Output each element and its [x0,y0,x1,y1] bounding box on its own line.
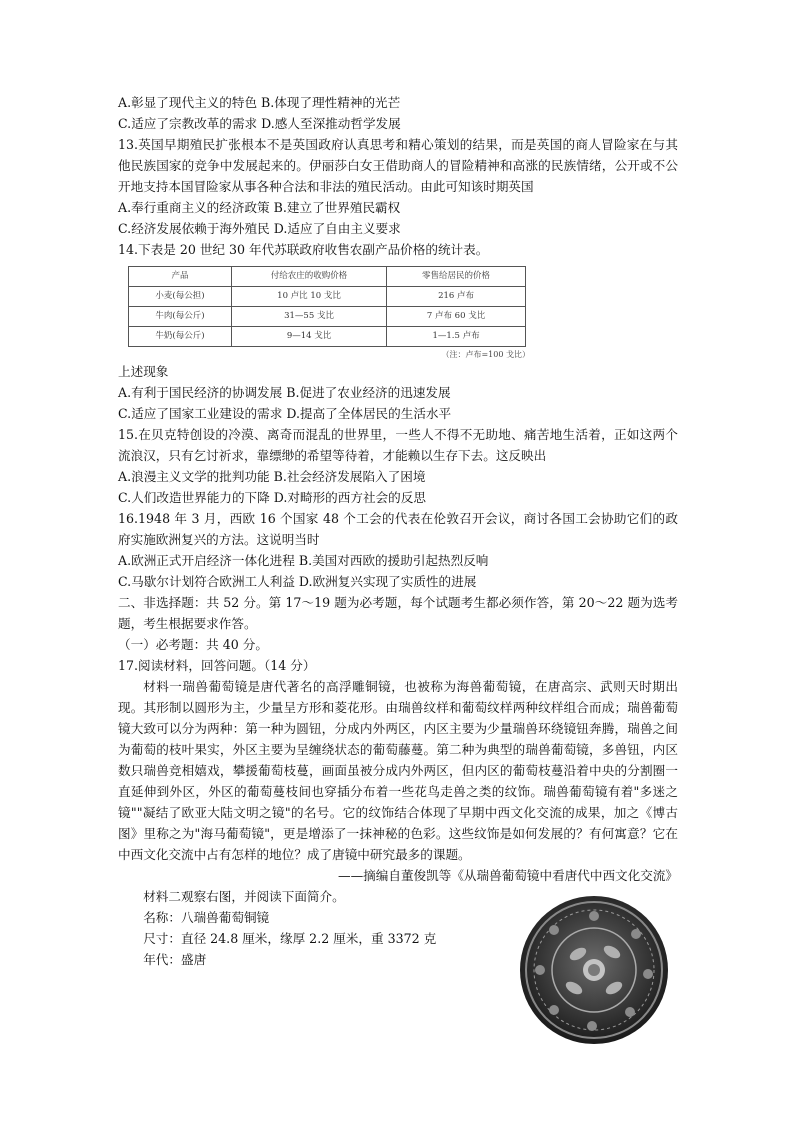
table-cell: 9—14 戈比 [232,327,387,347]
table-row [129,287,526,307]
q13-options-line1: A.奉行重商主义的经济政策 B.建立了世界殖民霸权 [118,200,401,215]
q12-options-line1: A.彰显了现代主义的特色 B.体现了理性精神的光芒 [118,95,401,110]
q14-stem: 14.下表是 20 世纪 30 年代苏联政府收售农副产品价格的统计表。 [118,242,489,257]
price-table [128,266,526,347]
q16-options-line2: C.马歇尔计划符合欧洲工人利益 D.欧洲复兴实现了实质性的进展 [118,574,477,589]
table-cell: 牛奶(每公斤) [129,327,232,347]
table-row [129,307,526,327]
q14-options-line2: C.适应了国家工业建设的需求 D.提高了全体居民的生活水平 [118,406,452,421]
table-cell: 1—1.5 卢布 [387,327,526,347]
table-cell: 7 卢布 60 戈比 [387,307,526,327]
q16-options-line1: A.欧洲正式开启经济一体化进程 B.美国对西欧的援助引起热烈反响 [118,553,489,568]
table-note: （注：卢布=100 戈比） [441,350,530,359]
q13-stem: 13.英国早期殖民扩张根本不是英国政府认真思考和精心策划的结果，而是英国的商人冒险家在与其他民族国家的竞争中发展起来的。伊丽莎白女王借助商人的冒险精神和高涨的民族情绪，公开或不公开地支持本国冒险家从事各种合法和非法的殖民活动。由此可知该时期英国 [118,137,678,194]
section2-heading: 二、非选择题：共 52 分。第 17～19 题为必考题，每个试题考生都必须作答，第 20～22 题为选考题，考生根据要求作答。 [118,595,678,631]
table-cell: 牛肉(每公斤) [129,307,232,327]
material2-block [118,886,678,1036]
q13-options-line2: C.经济发展依赖于海外殖民 D.适应了自由主义要求 [118,221,401,236]
table-header: 产品 [129,267,232,287]
table-header: 付给农庄的收购价格 [232,267,387,287]
q15-options-line2: C.人们改造世界能力的下降 D.对畸形的西方社会的反思 [118,490,426,505]
q14-lead: 上述现象 [118,364,169,379]
table-cell: 10 卢比 10 戈比 [232,287,387,307]
material2-intro: 材料二观察右图，并阅读下面简介。 [143,889,345,904]
q15-options-line1: A.浪漫主义文学的批判功能 B.社会经济发展陷入了困境 [118,469,426,484]
q14-options-line1: A.有利于国民经济的协调发展 B.促进了农业经济的迅速发展 [118,385,451,400]
q16-stem: 16.1948 年 3 月，西欧 16 个国家 48 个工会的代表在伦敦召开会议，商讨各国工会协助它们的政府实施欧洲复兴的方法。这说明当时 [118,511,678,547]
table-header-row [129,267,526,287]
q17-stem: 17.阅读材料，回答问题。（14 分） [118,658,316,673]
table-cell: 216 卢布 [387,287,526,307]
q12-options-line2: C.适应了宗教改革的需求 D.感人至深推动哲学发展 [118,116,401,131]
table-row [129,327,526,347]
exam-page [118,92,678,1036]
bronze-mirror-photo-icon [518,894,670,1046]
table-cell: 31—55 戈比 [232,307,387,327]
mirror-name: 名称：八瑞兽葡萄铜镜 [143,910,270,925]
q15-stem: 15.在贝克特创设的冷漠、离奇而混乱的世界里，一些人不得不无助地、痛苦地生活着，正如这两个流浪汉，只有乞讨祈求，靠缥缈的希望等待着，才能赖以生存下去。这反映出 [118,427,678,463]
q17-material1: 材料一瑞兽葡萄镜是唐代著名的高浮雕铜镜，也被称为海兽葡萄镜，在唐高宗、武则天时期出现。其形制以圆形为主，少量呈方形和菱花形。由瑞兽纹样和葡萄纹样两种纹样组合而成；瑞兽葡萄镜大致可以分为两种：第一种为圆钮，分成内外两区，内区主要为少量瑞兽环绕镜钮奔腾，瑞兽之间为葡萄的枝叶果实，外区主要为呈缠绕状态的葡萄藤蔓。第二种为典型的瑞兽葡萄镜，多兽钮，内区数只瑞兽竞相嬉戏，攀援葡萄枝蔓，画面虽被分成内外两区，但内区的葡萄枝蔓沿着中央的分割圈一直延伸到外区，外区的葡萄蔓枝间也穿插分布着一些花鸟走兽之类的纹饰。瑞兽葡萄镜有着"多迷之镜""凝结了欧亚大陆文明之镜"的名号。它的纹饰结合体现了早期中西文化交流的成果，加之《博古图》里称之为"海马葡萄镜"，更是增添了一抹神秘的色彩。这些纹饰是如何发展的？有何寓意？它在中西文化交流中占有怎样的地位？成了唐镜中研究最多的课题。 [118,679,678,862]
q17-source: ——摘编自董俊凯等《从瑞兽葡萄镜中看唐代中西文化交流》 [337,868,678,883]
table-header: 零售给居民的价格 [387,267,526,287]
section2-required: （一）必考题：共 40 分。 [118,637,268,652]
mirror-era: 年代：盛唐 [143,952,207,967]
table-cell: 小麦(每公担) [129,287,232,307]
mirror-size: 尺寸：直径 24.8 厘米，缘厚 2.2 厘米，重 3372 克 [143,931,437,946]
material2-text [118,886,498,970]
